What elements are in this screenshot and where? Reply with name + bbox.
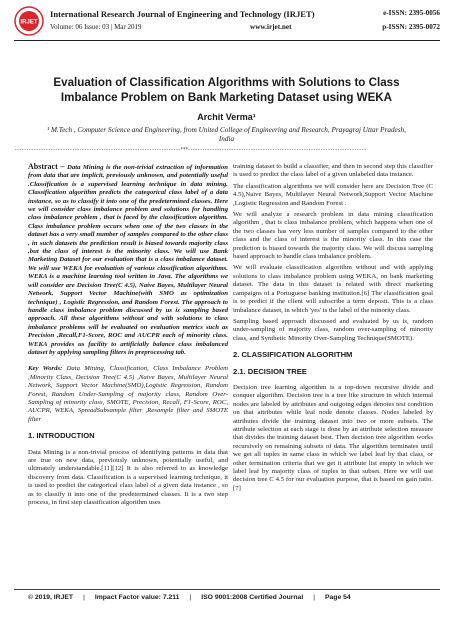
svg-text:IRJET: IRJET xyxy=(20,19,38,26)
paper-title: Evaluation of Classification Algorithms with Solutions to Class Imbalance Problem on Bank Marketing Dataset using WEKA xyxy=(53,76,400,104)
keywords-label: Key Words: xyxy=(28,365,63,373)
volume-issue: Volume: 06 Issue: 03 | Mar 2019 xyxy=(50,23,142,31)
iso-certification: ISO 9001:2008 Certified Journal xyxy=(201,594,304,601)
footer-divider xyxy=(14,589,440,590)
paragraph: training dataset to build a classifier, and then in second step this classifier is used to predict the class label of a given unlabeled data instance. xyxy=(233,163,433,179)
section-heading-classification: 2. CLASSIFICATION ALGORITHM xyxy=(233,350,353,360)
abstract xyxy=(28,163,228,357)
left-column xyxy=(28,163,228,510)
author-affiliation: ¹ M.Tech , Computer Science and Engineering, from United College of Engineering and Research, Prayagraj Uttar Pradesh, India xyxy=(47,126,406,143)
journal-header xyxy=(14,6,440,40)
section-separator: ---------------------------------------------------------------------***-------------------------------------------------------------------------- xyxy=(14,147,366,153)
copyright: © 2019, IRJET xyxy=(28,594,74,601)
page-number: Page 54 xyxy=(324,594,351,601)
eissn: e-ISSN: 2395-0056 xyxy=(383,9,440,17)
paragraph: The classification algorithms we will consider here are Decision Tree (C 4.5),Naive Bayes, Multilayer Neural Network,Support Vector Machine ,Logistic Regression and Random Forest . xyxy=(233,182,433,207)
impact-factor: Impact Factor value: 7.211 xyxy=(94,594,180,601)
keywords-text: Data Mining, Classification, Class Imbalance Problem ,Minority Class, Decision Tree(C 4.5) ,Naive Bayes, Multilayer Neural Network, Support Vector Machine(SMO),Logistic Regression, Random Forest, Random Under-Sampling of majority class, Random Over-Sampling of minority class, SMOTE, Precision, Recall, F1-Score, ROC, AUCPR, WEKA, SpreadSubsample filter ,Resample filter and SMOTE filter xyxy=(28,365,228,423)
author-name: Archit Verma¹ xyxy=(197,112,256,122)
abstract-text: Data Mining is the non-trivial extraction of information from data that are implicit, previously unknown, and potentially useful .Classification is a supervised learning technique in data mining. Classification algorithm predicts the categorical class label of a data instance, so as to classify it into one of the predetermined classes. Here we will consider class imbalance problem and solutions for handling class imbalance problem , that is faced by the classification algorithm. Class imbalance problem occurs when one of the two classes in the dataset has a very small number of samples compared to the other class , in such datasets the prediction result is biased towards majority class ,but the class of interest is the minority class. We will use Bank Marketing Dataset for our evaluation that is a class imbalance dataset. We will use WEKA for evaluation of various classification algorithms. WEKA is a machine learning tool written in Java. The algorithms we will consider are Decision Tree(C 4.5), Naive Bayes, Multilayer Neural Network, Support Vector Machine(with SMO as optimization technique) , Logistic Regression, and Random Forest. The approach to handle class imbalance problem discussed by us is sampling based approach. All these algorithms without and with solutions to class imbalance problems will be evaluated on evaluation metrics such as Precision ,Recall,F1-Score, ROC and AUCPR each of minority class. WEKA provides us facility to artificially balance class imbalanced dataset by applying sampling filters in preprocessing tab. xyxy=(28,164,228,356)
irjet-logo xyxy=(14,6,44,36)
section-heading-decision-tree: 2.1. DECISION TREE xyxy=(233,366,307,376)
paragraph: We will evaluate classification algorithm without and with applying solutions to class imbalance problem using WEKA, on bank marketing dataset. The data in this dataset is related with direct marketing campaigns of a Portuguese banking institution.[6] The classification goal is to predict if the client will subscribe a term deposit. This is a class imbalance dataset, in which 'yes' is the label of the minority class. xyxy=(233,264,433,314)
pissn: p-ISSN: 2395-0072 xyxy=(382,23,440,31)
right-column xyxy=(233,163,433,496)
paragraph: Sampling based approach discussed and evaluated by us is, random under-sampling of majority class, random over-sampling of minority class, and Synthetic Minority Over-Sampling Technique(SMOTE). xyxy=(233,317,433,342)
keywords xyxy=(28,365,228,424)
journal-website-link[interactable]: www.irjet.net xyxy=(250,23,292,31)
abstract-label: Abstract – xyxy=(28,162,65,171)
paragraph: We will analyze a research problem in data mining classification algorithm , that is class imbalance problem, which happens when one of the two classes has very less number of samples compared to the other class and the class of interest is the minority class. In this case the prediction is biased towards the majority class. We will discuss sampling based approach to handle class imbalance problem. xyxy=(233,211,433,261)
introduction-paragraph: Data Mining is a non-trivial process of identifying patterns in data that are true on new data, previously unknown, potentially useful, and ultimately understandable.[11][12] It is also referred to as knowledge discovery from data. Classification is a supervised learning technique, it is used to predict the categorical class label of a given data instance , so as to classify it into one of the predetermined classes. It is a two step process, in first step classification algorithm uses xyxy=(28,448,228,507)
header-divider xyxy=(14,40,440,41)
page-footer: © 2019, IRJET | Impact Factor value: 7.211 | ISO 9001:2008 Certified Journal | Page 54 xyxy=(28,594,351,601)
decision-tree-paragraph: Decision tree learning algorithm is a top-down recursive divide and conquer algorithm. Decision tree is a tree like structure in which internal nodes are labeled by attributes and outgoing edges denotes test condition on that attributes while leaf node denote classes. Nodes labeled by attributes divide the training dataset into two or more subsets. The attribute selection at each stage is done by an attribute selection measure that divides the training dataset best. Then decision tree algorithm works recursively on remaining subsets of data. The algorithm terminates until we get all tuples in same class in which we label leaf by that class, or other termination criteria that we get it attribute list empty in which we label leaf by majority class of tuples in that subset. Here we will use decision tree C 4.5 for our evaluation purpose, that is based on gain ratio. [7] xyxy=(233,383,433,492)
journal-name: International Research Journal of Engineering and Technology (IRJET) xyxy=(50,9,315,19)
section-heading-introduction: 1. INTRODUCTION xyxy=(28,431,95,441)
